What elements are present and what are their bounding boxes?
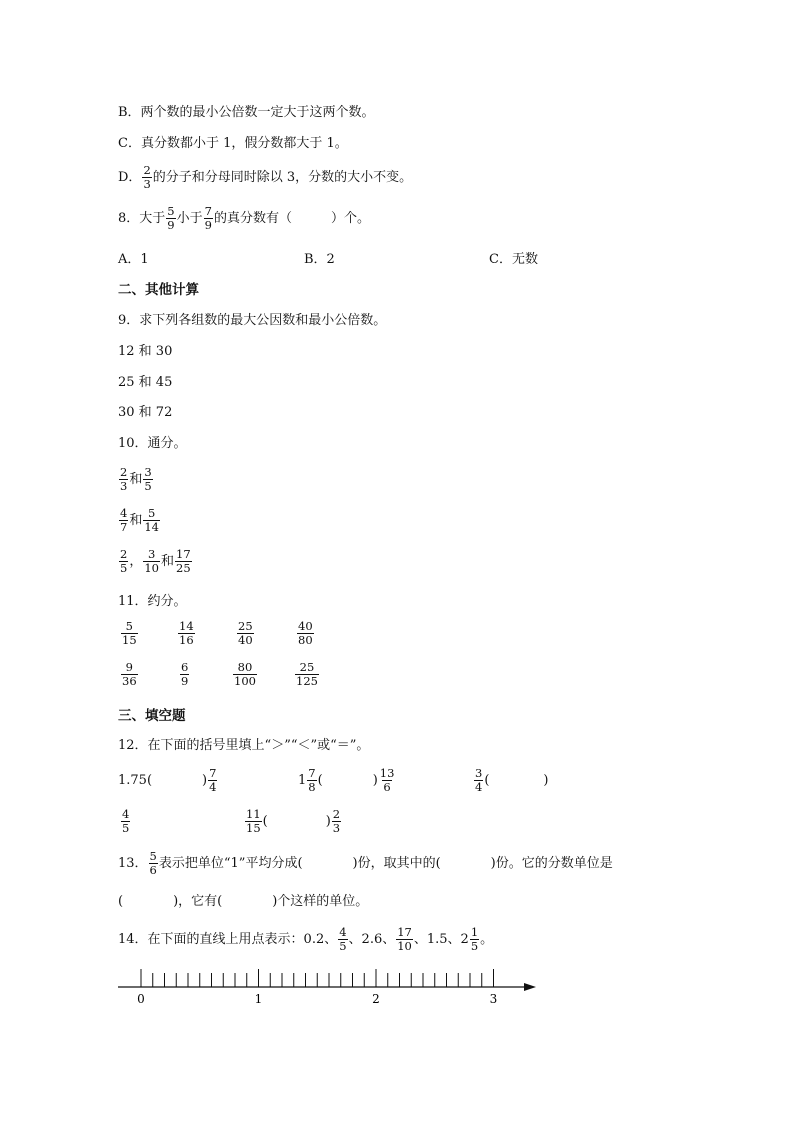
section-title: 三、填空题 bbox=[118, 708, 186, 724]
compare-item: $\frac{11}{15}$ ( ) $\frac{2}{3}$ bbox=[246, 807, 341, 835]
list-item: $\frac{4}{7}$ 和 $\frac{5}{14}$ bbox=[120, 506, 159, 534]
compare-item: 1 $\frac{7}{8}$ ( ) $\frac{13}{6}$ bbox=[298, 766, 395, 794]
list-item: 30 和 72 bbox=[118, 405, 173, 420]
fraction: $\frac{2}{3}$ bbox=[120, 465, 128, 493]
fraction: $\frac{2}{5}$ bbox=[120, 547, 128, 575]
question-12: 12．在下面的括号里填上“＞”“＜”或“＝”。 bbox=[118, 738, 370, 753]
fraction: $\frac{3}{5}$ bbox=[144, 465, 152, 493]
axis-label-3: 3 bbox=[489, 992, 498, 1006]
compare-item: 1.75( ) $\frac{7}{4}$ bbox=[118, 766, 217, 794]
fraction: $\frac{17}{25}$ bbox=[176, 547, 191, 575]
question-8: 8．大于 $\frac{5}{9}$ 小于 $\frac{7}{9}$ 的真分数有（ ）个。 bbox=[118, 204, 370, 232]
option-b: B．两个数的最小公倍数一定大于这两个数。 bbox=[118, 105, 375, 120]
fraction: $\frac{5}{9}$ bbox=[167, 204, 175, 232]
question-13: 13． $\frac{5}{6}$ 表示把单位“1”平均分成( )份，取其中的( )份。它的分数单位是 bbox=[118, 849, 613, 877]
fraction: $\frac{4}{7}$ bbox=[120, 506, 128, 534]
question-9: 9．求下列各组数的最大公因数和最小公倍数。 bbox=[118, 313, 387, 328]
question-14: 14．在下面的直线上用点表示：0.2、 $\frac{4}{5}$ 、2.6、 $\frac{17}{10}$ 、1.5、2 $\frac{1}{5}$ 。 bbox=[118, 925, 494, 953]
option-b: B．2 bbox=[304, 252, 335, 267]
fraction: $\frac{5}{14}$ bbox=[144, 506, 159, 534]
question-13-line2: ( )，它有( )个这样的单位。 bbox=[118, 894, 369, 909]
fraction: $\frac{3}{10}$ bbox=[144, 547, 159, 575]
axis-label-1: 1 bbox=[254, 992, 263, 1006]
section-title: 二、其他计算 bbox=[118, 282, 199, 298]
list-item: $\frac{2}{5}$ ， $\frac{3}{10}$ 和 $\frac{17}{25}$ bbox=[120, 547, 191, 575]
axis-labels bbox=[137, 992, 497, 1006]
fraction: $\frac{40}{80}$ bbox=[298, 619, 313, 647]
list-item: 25 和 45 bbox=[118, 375, 173, 390]
compare-item: $\frac{3}{4}$ ( ) bbox=[475, 766, 549, 794]
axis-arrow bbox=[524, 983, 536, 991]
axis-label-0: 0 bbox=[137, 992, 145, 1006]
axis-ticks bbox=[141, 969, 494, 987]
list-item: 12 和 30 bbox=[118, 344, 173, 359]
fraction: $\frac{7}{9}$ bbox=[204, 204, 212, 232]
question-11: 11．约分。 bbox=[118, 594, 187, 609]
option-a: A．1 bbox=[118, 252, 149, 267]
option-c: C．无数 bbox=[489, 252, 538, 267]
fraction: $\frac{6}{9}$ bbox=[181, 660, 189, 688]
fraction: $\frac{14}{16}$ bbox=[179, 619, 194, 647]
option-d: D． $\frac{2}{3}$ 的分子和分母同时除以 3，分数的大小不变。 bbox=[118, 163, 413, 191]
fraction: $\frac{25}{40}$ bbox=[238, 619, 253, 647]
option-c: C．真分数都小于 1，假分数都大于 1。 bbox=[118, 136, 348, 151]
number-line[interactable] bbox=[116, 962, 546, 1012]
axis-label-2: 2 bbox=[372, 992, 380, 1006]
fraction: $\frac{5}{15}$ bbox=[122, 619, 137, 647]
compare-item: $\frac{4}{5}$ bbox=[122, 807, 130, 835]
question-10: 10．通分。 bbox=[118, 436, 187, 451]
fraction: $\frac{80}{100}$ bbox=[234, 660, 256, 688]
fraction: $\frac{9}{36}$ bbox=[122, 660, 137, 688]
list-item: $\frac{2}{3}$ 和 $\frac{3}{5}$ bbox=[120, 465, 152, 493]
fraction: $\frac{25}{125}$ bbox=[296, 660, 318, 688]
fraction: $\frac{2}{3}$ bbox=[143, 163, 151, 191]
